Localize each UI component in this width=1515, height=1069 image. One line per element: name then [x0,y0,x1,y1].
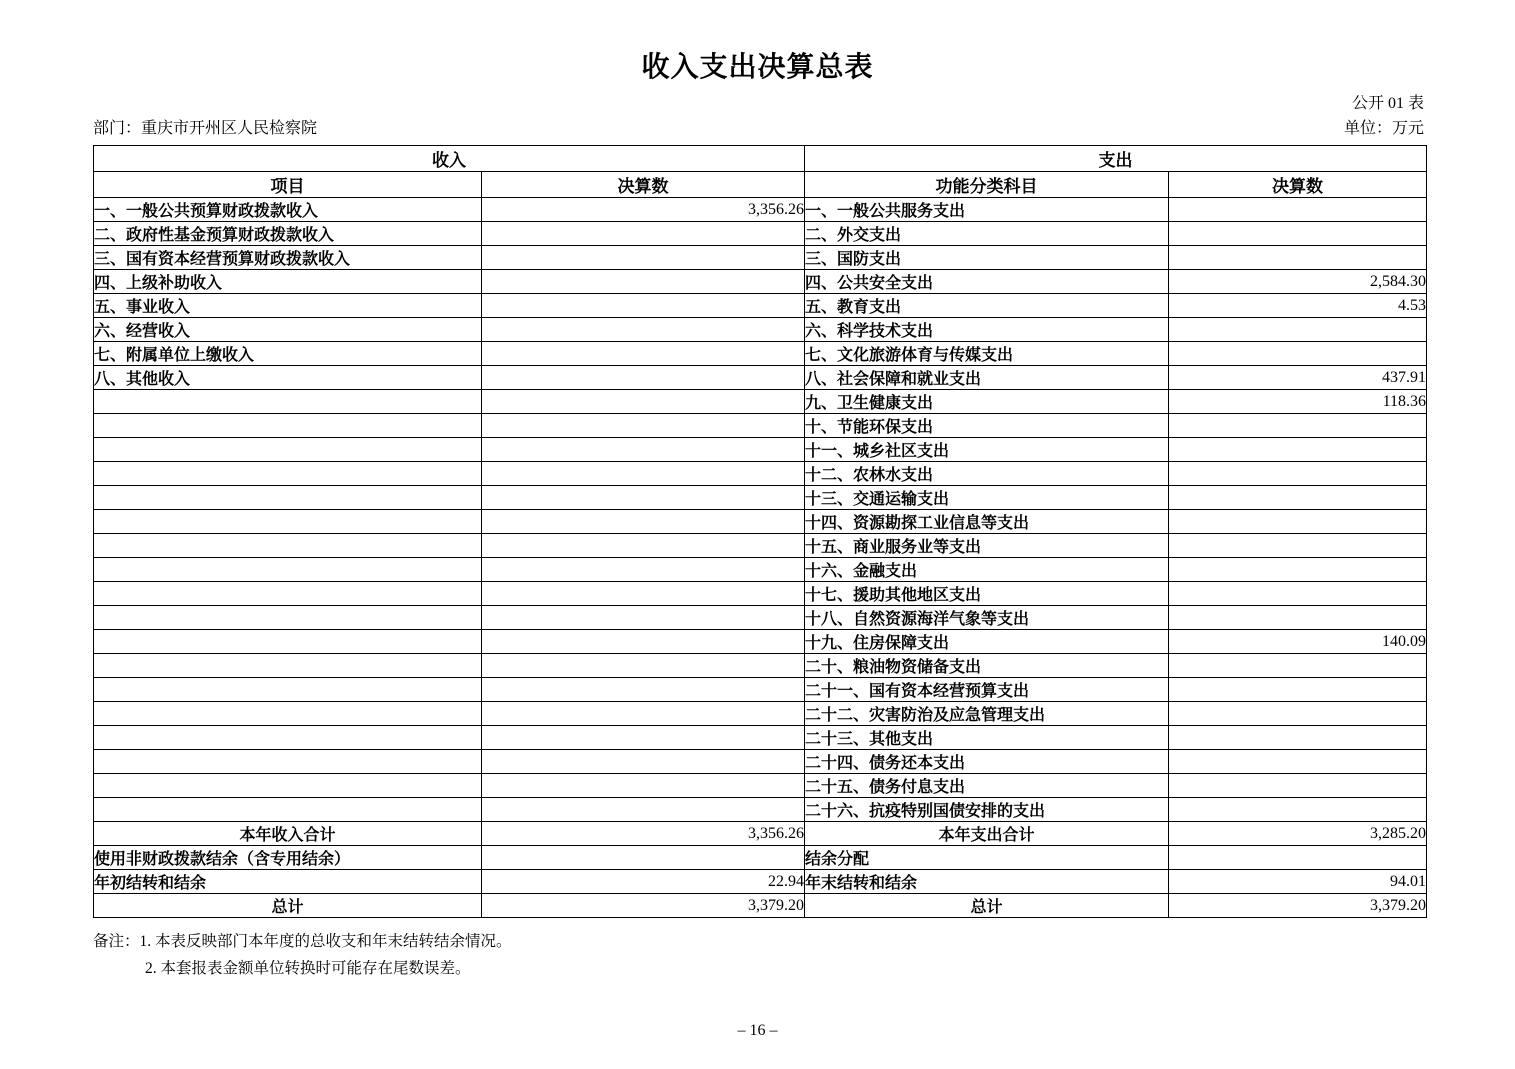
income-item-cell: 一、一般公共预算财政拨款收入 [94,198,482,222]
table-row [94,510,1427,534]
expense-value-cell [1169,534,1427,558]
expense-value-cell [1169,510,1427,534]
income-item-cell: 七、附属单位上缴收入 [94,342,482,366]
expense-value-cell [1169,726,1427,750]
budget-summary-table [93,145,1427,918]
expense-value-cell: 437.91 [1169,366,1427,390]
table-row [94,318,1427,342]
total-row [94,822,1427,846]
income-value-cell [482,702,805,726]
expense-item-cell: 本年支出合计 [805,822,1169,846]
income-item-cell [94,438,482,462]
page-title: 收入支出决算总表 [641,52,874,83]
table-header [94,146,1427,198]
expense-item-cell: 一、一般公共服务支出 [805,198,1169,222]
table-row [94,702,1427,726]
income-value-cell [482,726,805,750]
expense-item-cell: 二十三、其他支出 [805,726,1169,750]
table-row [94,222,1427,246]
expense-value-cell: 3,285.20 [1169,822,1427,846]
table-row [94,414,1427,438]
income-value-cell [482,318,805,342]
table-row [94,606,1427,630]
income-item-cell [94,510,482,534]
expense-item-cell: 四、公共安全支出 [805,270,1169,294]
income-item-cell: 本年收入合计 [94,822,482,846]
income-item-cell [94,606,482,630]
income-value-cell [482,438,805,462]
income-item-cell [94,534,482,558]
table-row [94,582,1427,606]
expense-value-cell [1169,750,1427,774]
column-header-item: 项目 [94,172,482,198]
column-header-func-value: 决算数 [1169,172,1427,198]
expense-value-cell [1169,678,1427,702]
income-item-cell [94,462,482,486]
column-header-item-value: 决算数 [482,172,805,198]
income-value-cell [482,246,805,270]
total-row [94,846,1427,870]
table-row [94,462,1427,486]
expense-item-cell: 十四、资源勘探工业信息等支出 [805,510,1169,534]
expense-value-cell [1169,798,1427,822]
expense-value-cell [1169,222,1427,246]
income-value-cell [482,462,805,486]
income-item-cell: 八、其他收入 [94,366,482,390]
income-item-cell: 二、政府性基金预算财政拨款收入 [94,222,482,246]
income-value-cell [482,390,805,414]
income-value-cell [482,606,805,630]
income-value-cell: 3,356.26 [482,198,805,222]
table-row [94,534,1427,558]
income-item-cell [94,702,482,726]
expense-value-cell [1169,462,1427,486]
expense-item-cell: 十五、商业服务业等支出 [805,534,1169,558]
income-item-cell [94,750,482,774]
page-number: – 16 – [737,1022,778,1039]
expense-value-cell [1169,558,1427,582]
income-item-cell: 五、事业收入 [94,294,482,318]
table-row [94,726,1427,750]
expense-item-cell: 总计 [805,894,1169,918]
income-item-cell [94,414,482,438]
income-item-cell [94,486,482,510]
expense-value-cell [1169,438,1427,462]
table-row [94,774,1427,798]
total-row [94,894,1427,918]
income-value-cell [482,222,805,246]
expense-item-cell: 十六、金融支出 [805,558,1169,582]
expense-item-cell: 六、科学技术支出 [805,318,1169,342]
note-line-1: 备注：1. 本表反映部门本年度的总收支和年末结转结余情况。 [93,933,512,950]
expense-value-cell: 2,584.30 [1169,270,1427,294]
table-row [94,198,1427,222]
income-value-cell [482,798,805,822]
expense-value-cell [1169,702,1427,726]
expense-item-cell: 二十四、债务还本支出 [805,750,1169,774]
income-item-cell [94,678,482,702]
table-row [94,366,1427,390]
income-value-cell [482,294,805,318]
income-value-cell [482,630,805,654]
income-item-cell [94,582,482,606]
income-value-cell: 3,356.26 [482,822,805,846]
total-row [94,870,1427,894]
income-value-cell: 22.94 [482,870,805,894]
expense-value-cell [1169,582,1427,606]
expense-item-cell: 十、节能环保支出 [805,414,1169,438]
income-value-cell [482,342,805,366]
doc-form-label: 公开 01 表 [1351,95,1424,112]
table-row [94,750,1427,774]
income-item-cell [94,630,482,654]
table-row [94,246,1427,270]
expense-value-cell [1169,774,1427,798]
income-item-cell [94,774,482,798]
expense-value-cell [1169,318,1427,342]
income-value-cell [482,774,805,798]
income-item-cell: 六、经营收入 [94,318,482,342]
income-section-header: 收入 [94,146,805,172]
table-row [94,798,1427,822]
expense-item-cell: 二十五、债务付息支出 [805,774,1169,798]
income-value-cell [482,270,805,294]
expense-value-cell: 3,379.20 [1169,894,1427,918]
expense-value-cell [1169,414,1427,438]
income-item-cell [94,798,482,822]
expense-value-cell [1169,342,1427,366]
expense-item-cell: 三、国防支出 [805,246,1169,270]
notes-block [93,928,512,982]
income-item-cell: 三、国有资本经营预算财政拨款收入 [94,246,482,270]
expense-value-cell: 94.01 [1169,870,1427,894]
table-row [94,486,1427,510]
expense-item-cell: 五、教育支出 [805,294,1169,318]
expense-item-cell: 十九、住房保障支出 [805,630,1169,654]
income-item-cell [94,558,482,582]
expense-item-cell: 十八、自然资源海洋气象等支出 [805,606,1169,630]
income-value-cell: 3,379.20 [482,894,805,918]
income-value-cell [482,510,805,534]
income-item-cell: 四、上级补助收入 [94,270,482,294]
income-value-cell [482,414,805,438]
income-item-cell [94,390,482,414]
expense-value-cell [1169,198,1427,222]
expense-item-cell: 二十一、国有资本经营预算支出 [805,678,1169,702]
income-item-cell [94,726,482,750]
expense-value-cell: 118.36 [1169,390,1427,414]
expense-value-cell [1169,606,1427,630]
column-header-row [94,172,1427,198]
expense-item-cell: 十一、城乡社区支出 [805,438,1169,462]
table-row [94,630,1427,654]
income-value-cell [482,558,805,582]
income-value-cell [482,846,805,870]
income-item-cell: 使用非财政拨款结余（含专用结余） [94,846,482,870]
expense-item-cell: 十三、交通运输支出 [805,486,1169,510]
income-value-cell [482,486,805,510]
income-value-cell [482,582,805,606]
expense-item-cell: 年末结转和结余 [805,870,1169,894]
expense-item-cell: 九、卫生健康支出 [805,390,1169,414]
expense-item-cell: 二十二、灾害防治及应急管理支出 [805,702,1169,726]
expense-item-cell: 七、文化旅游体育与传媒支出 [805,342,1169,366]
income-item-cell [94,654,482,678]
table-row [94,390,1427,414]
expense-section-header: 支出 [805,146,1427,172]
expense-value-cell [1169,486,1427,510]
table-row [94,558,1427,582]
expense-item-cell: 十二、农林水支出 [805,462,1169,486]
table-row [94,270,1427,294]
table-body [94,198,1427,918]
section-header-row [94,146,1427,172]
table-row [94,294,1427,318]
expense-value-cell [1169,654,1427,678]
income-value-cell [482,678,805,702]
expense-value-cell [1169,246,1427,270]
table-row [94,678,1427,702]
income-item-cell: 年初结转和结余 [94,870,482,894]
expense-value-cell: 4.53 [1169,294,1427,318]
unit-label: 单位：万元 [1343,120,1424,137]
column-header-func: 功能分类科目 [805,172,1169,198]
expense-item-cell: 二、外交支出 [805,222,1169,246]
note-line-2: 2. 本套报表金额单位转换时可能存在尾数误差。 [145,960,471,977]
table-row [94,654,1427,678]
income-value-cell [482,366,805,390]
income-value-cell [482,750,805,774]
expense-item-cell: 二十、粮油物资储备支出 [805,654,1169,678]
department-label: 部门：重庆市开州区人民检察院 [93,120,318,137]
expense-value-cell: 140.09 [1169,630,1427,654]
income-item-cell: 总计 [94,894,482,918]
expense-item-cell: 结余分配 [805,846,1169,870]
expense-item-cell: 八、社会保障和就业支出 [805,366,1169,390]
table-row [94,438,1427,462]
expense-item-cell: 十七、援助其他地区支出 [805,582,1169,606]
income-value-cell [482,654,805,678]
table-row [94,342,1427,366]
expense-value-cell [1169,846,1427,870]
expense-item-cell: 二十六、抗疫特别国债安排的支出 [805,798,1169,822]
income-value-cell [482,534,805,558]
